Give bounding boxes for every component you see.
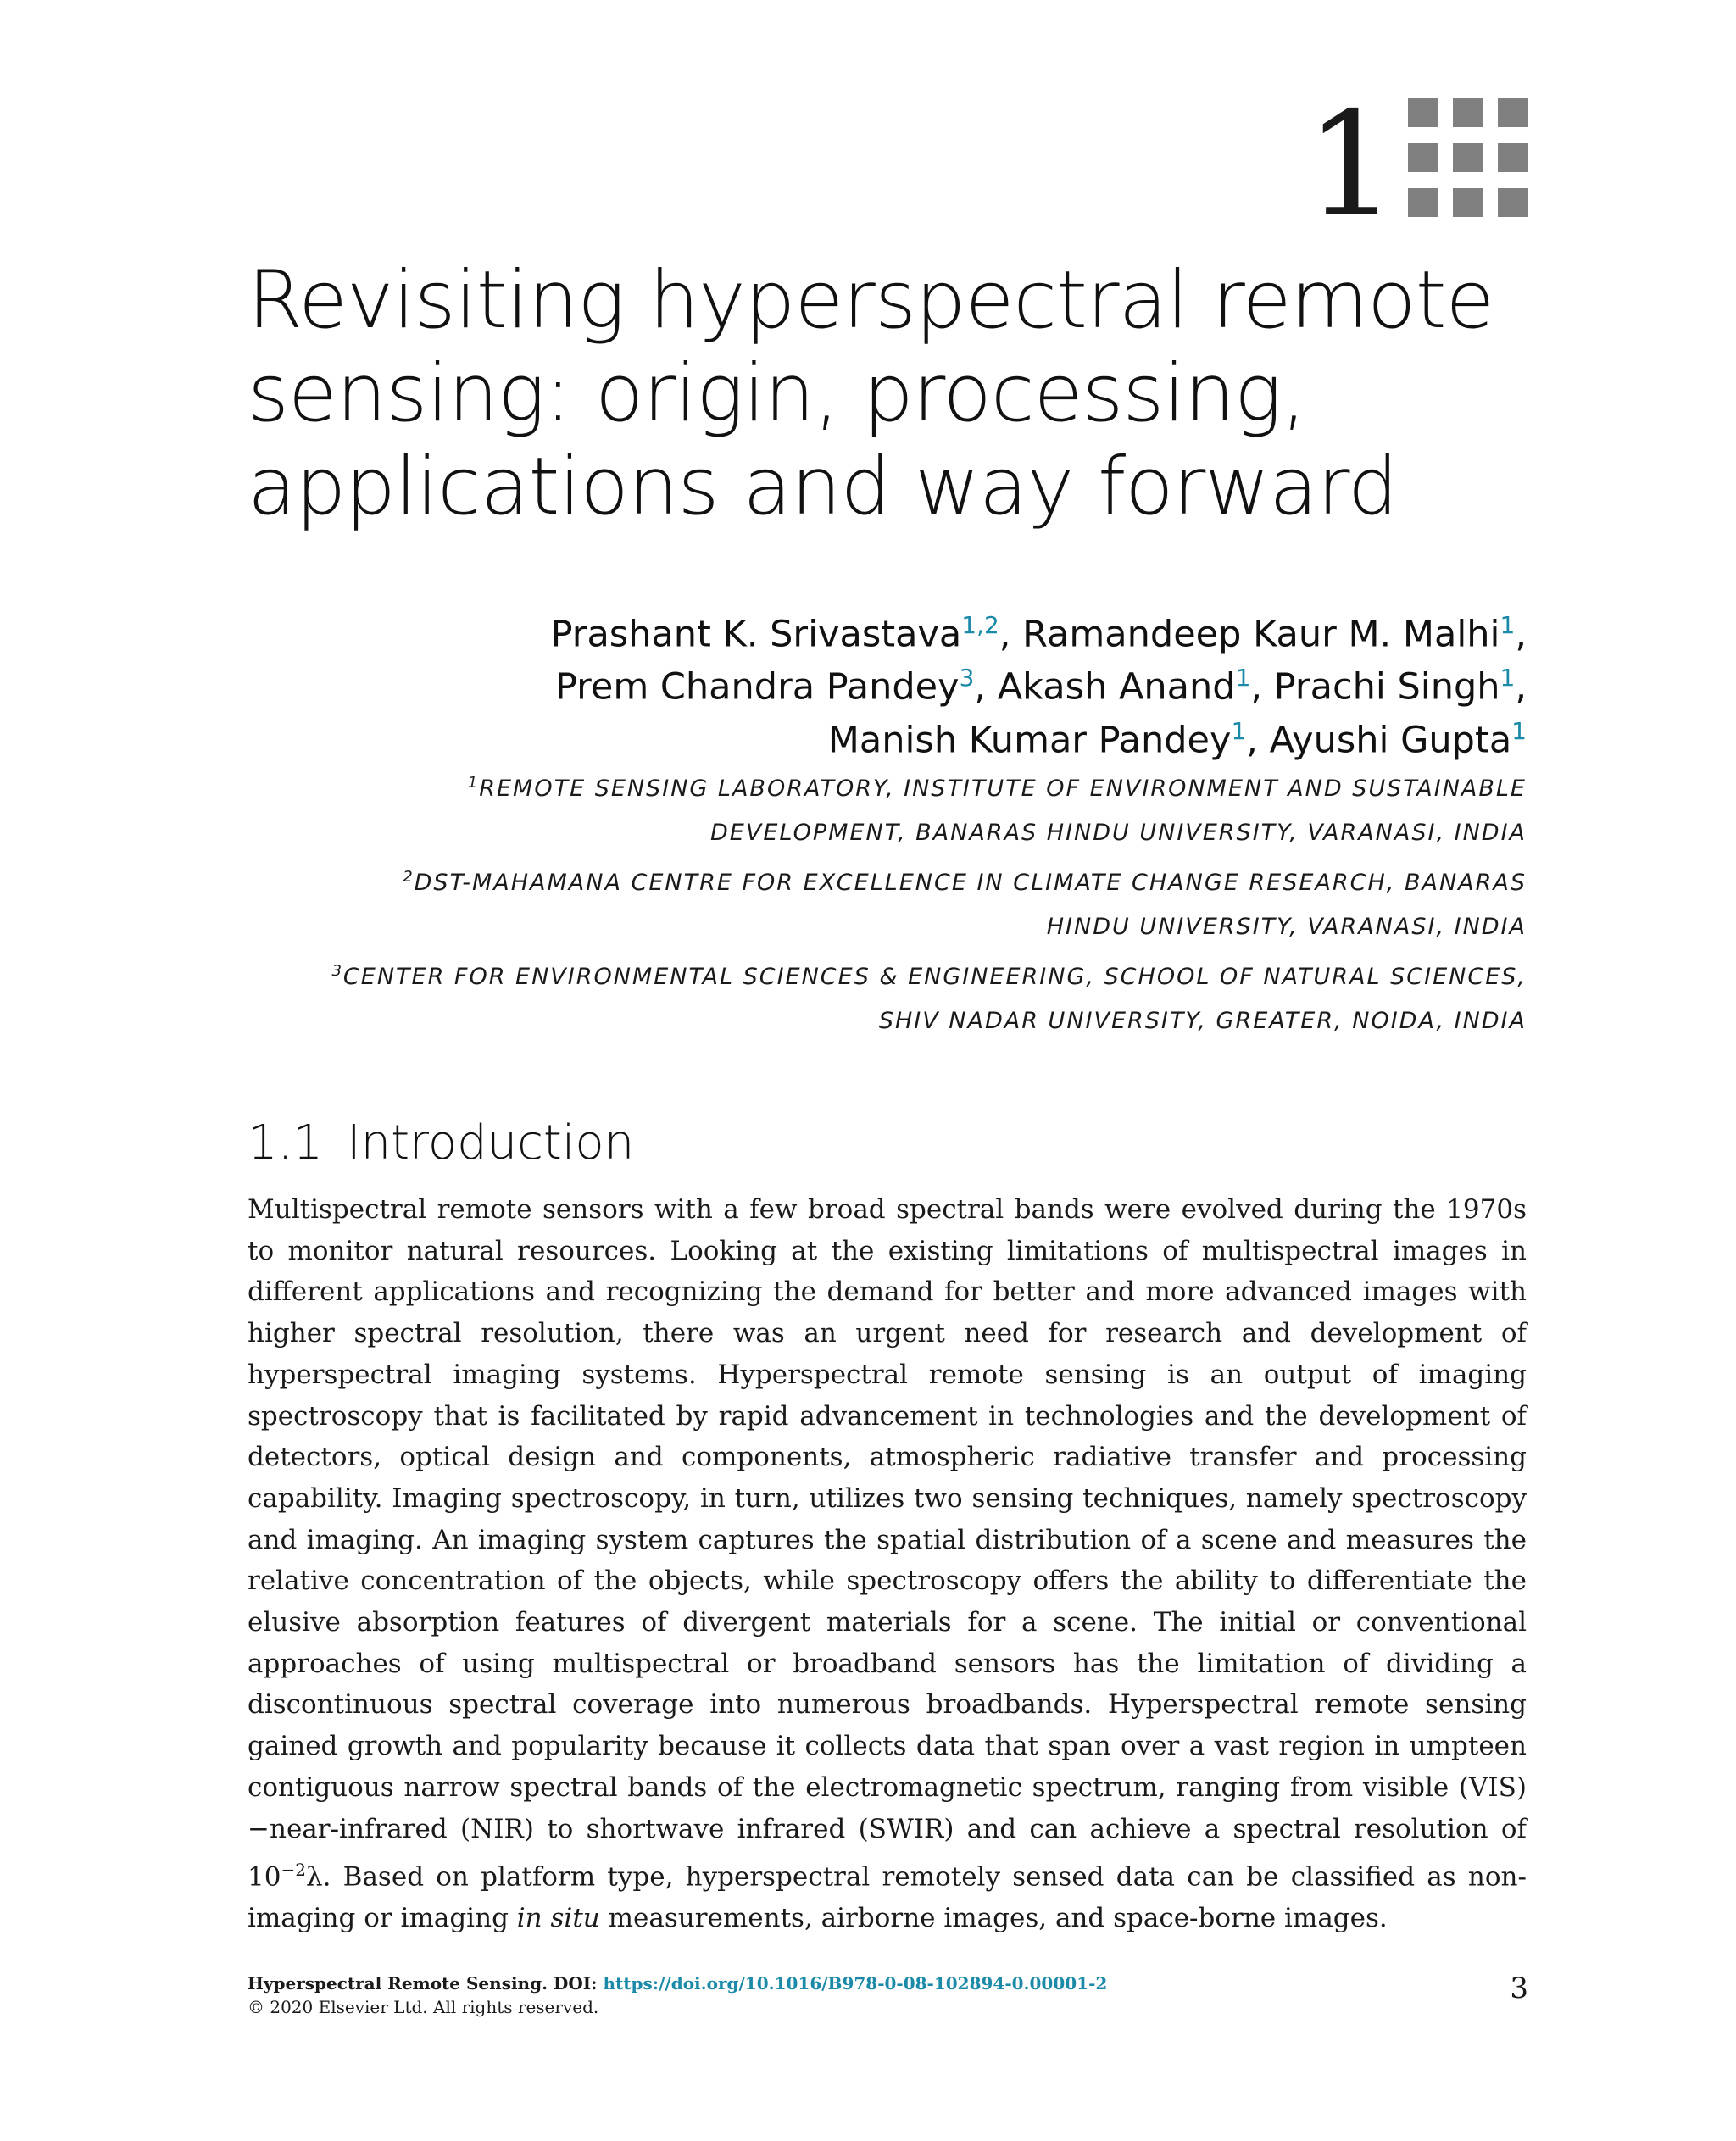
affiliation-mark: 1 — [1500, 611, 1516, 639]
author-line — [551, 709, 1527, 762]
affiliation-mark: 1 — [1500, 664, 1516, 692]
affiliation-mark: 3 — [959, 664, 975, 692]
italic-term: in situ — [516, 1903, 600, 1934]
affiliation-mark: 1 — [1231, 716, 1247, 745]
affiliation-line — [170, 761, 1527, 811]
paragraph-text: λ. Based on platform type, hyperspectral remotely sensed data can be classified as non-imaging or imaging — [248, 1861, 1527, 1934]
author-name: Ayushi Gupta — [1269, 718, 1512, 761]
page-number: 3 — [1510, 1971, 1528, 2005]
affiliation-number: 3 — [331, 962, 343, 980]
affiliation-mark: 1,2 — [961, 611, 999, 639]
book-reference: Hyperspectral Remote Sensing. DOI: — [248, 1973, 604, 1994]
author-name: Manish Kumar Pandey — [827, 718, 1232, 761]
author-line — [551, 603, 1527, 656]
section-number: 1.1 — [248, 1115, 324, 1171]
author-name: Prem Chandra Pandey — [554, 665, 960, 709]
chapter-number: 1 — [1305, 81, 1398, 249]
exponent: −2 — [281, 1860, 306, 1881]
title-line: sensing: origin, processing, — [248, 348, 1306, 440]
affiliation-line: HINDU UNIVERSITY, VARANASI, INDIA — [1046, 914, 1527, 940]
affiliation-number: 2 — [403, 868, 415, 886]
section-heading — [248, 1115, 634, 1171]
copyright-notice: © 2020 Elsevier Ltd. All rights reserved. — [248, 1997, 599, 2017]
doi-link[interactable]: https://doi.org/10.1016/B978-0-08-102894-0.00001-2 — [603, 1973, 1108, 1994]
body-paragraph — [248, 1189, 1527, 1939]
author-separator: , — [999, 613, 1023, 656]
affiliation-text: DST-MAHAMANA CENTRE FOR EXCELLENCE IN CLIMATE CHANGE RESEARCH, BANARAS — [414, 870, 1527, 896]
affiliation-line — [170, 949, 1527, 999]
affiliation-line — [170, 855, 1527, 905]
chapter-grid-ornament — [1408, 98, 1528, 217]
author-name: Prachi Singh — [1273, 665, 1500, 709]
affiliation-mark: 1 — [1235, 664, 1251, 692]
title-line: Revisiting hyperspectral remote — [248, 254, 1494, 347]
author-separator: , — [1515, 613, 1527, 656]
page-footer — [248, 1971, 1107, 2019]
author-separator: , — [1246, 718, 1270, 761]
affiliation-number: 1 — [467, 774, 480, 792]
paragraph-text: Multispectral remote sensors with a few broad spectral bands were evolved during the 1970s to monitor natural resources. Looking at the existing limitations of multispectral images in different applications and recognizing the demand for better and more advanced images with higher spectral resolution, there was an urgent need for research and development of hyperspectral imaging systems. Hyperspectral remote sensing is an output of imaging spectroscopy that is facilitated by rapid advancement in technologies and the development of detectors, optical design and components, atmospheric radiative transfer and processing capability. Imaging spectroscopy, in turn, utilizes two sensing techniques, namely spectroscopy and imaging. An imaging system captures the spatial distribution of a scene and measures the relative concentration of the objects, while spectroscopy offers the ability to differentiate the elusive absorption features of divergent materials for a scene. The initial or conventional approaches of using multispectral or broadband sensors has the limitation of dividing a discontinuous spectral coverage into numerous broadbands. Hyperspectral remote sensing gained growth and popularity because it collects data that span over a vast region in umpteen contiguous narrow spectral bands of the electromagnetic spectrum, ranging from visible (VIS)−near-infrared (NIR) to shortwave infrared (SWIR) and can achieve a spectral resolution of 10 — [248, 1194, 1527, 1893]
paragraph-text: measurements, airborne images, and space-borne images. — [599, 1903, 1388, 1934]
affiliation-line: SHIV NADAR UNIVERSITY, GREATER, NOIDA, INDIA — [878, 1008, 1527, 1034]
author-line — [551, 656, 1527, 709]
author-list — [551, 603, 1527, 762]
footer-citation — [248, 1971, 1107, 1995]
author-name: Akash Anand — [997, 665, 1236, 709]
chapter-title — [248, 254, 1519, 534]
title-line: applications and way forward — [248, 441, 1398, 533]
affiliation-list — [170, 761, 1527, 1043]
affiliation-line: DEVELOPMENT, BANARAS HINDU UNIVERSITY, VARANASI, INDIA — [710, 820, 1527, 846]
affiliation-text: CENTER FOR ENVIRONMENTAL SCIENCES & ENGINEERING, SCHOOL OF NATURAL SCIENCES, — [342, 964, 1527, 990]
author-separator: , — [1250, 665, 1274, 709]
affiliation-text: REMOTE SENSING LABORATORY, INSTITUTE OF ENVIRONMENT AND SUSTAINABLE — [479, 776, 1527, 802]
section-title: Introduction — [347, 1115, 635, 1171]
author-separator: , — [1515, 665, 1527, 709]
affiliation-mark: 1 — [1511, 716, 1527, 745]
author-name: Ramandeep Kaur M. Malhi — [1022, 613, 1500, 656]
author-name: Prashant K. Srivastava — [550, 613, 962, 656]
author-separator: , — [974, 665, 998, 709]
